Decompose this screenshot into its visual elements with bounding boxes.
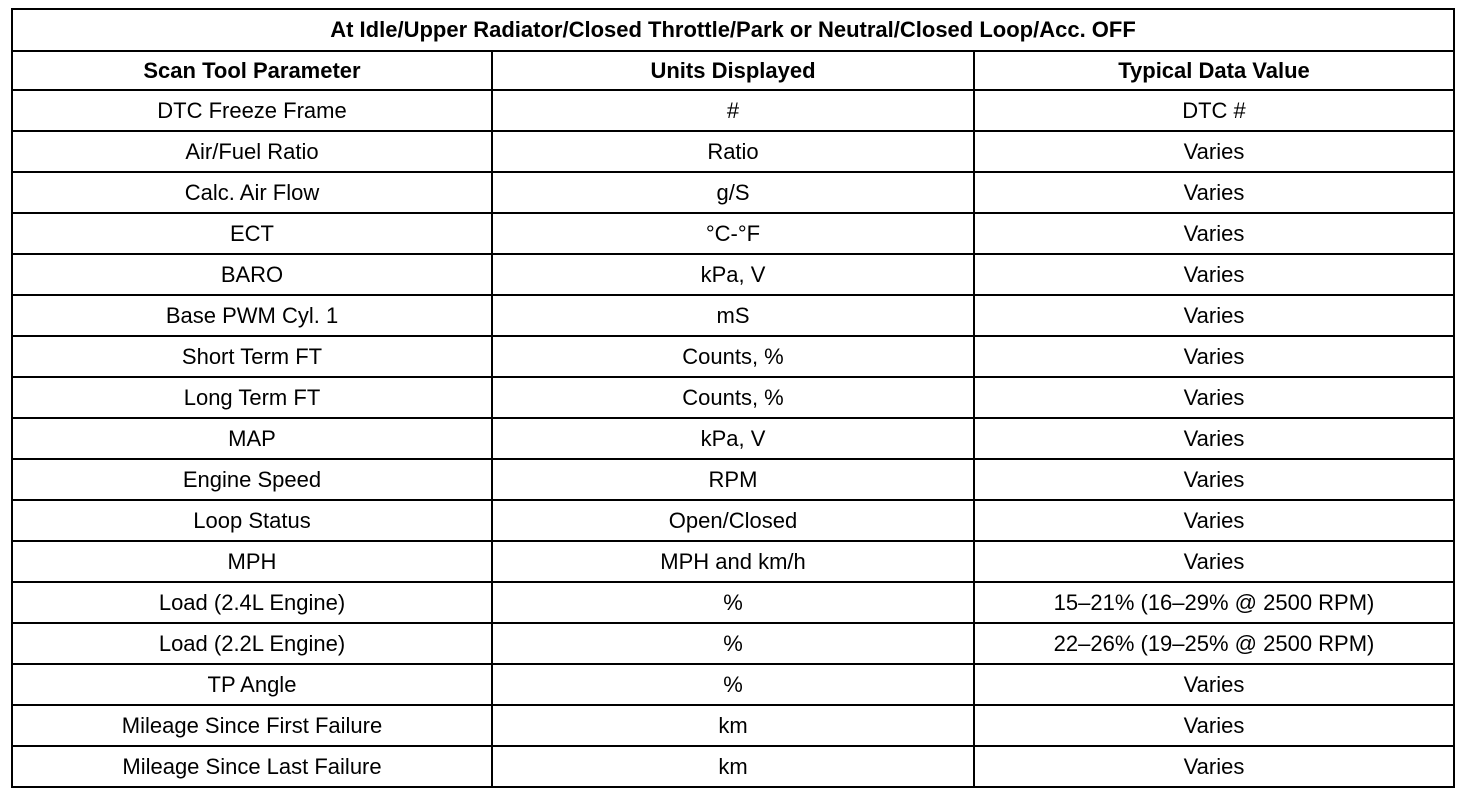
parameter-cell: BARO <box>12 254 492 295</box>
parameter-cell: Mileage Since First Failure <box>12 705 492 746</box>
parameter-cell: DTC Freeze Frame <box>12 90 492 131</box>
typical-value-cell: Varies <box>974 254 1454 295</box>
parameter-cell: TP Angle <box>12 664 492 705</box>
parameter-cell: Short Term FT <box>12 336 492 377</box>
parameter-cell: MAP <box>12 418 492 459</box>
parameter-cell: Base PWM Cyl. 1 <box>12 295 492 336</box>
table-title: At Idle/Upper Radiator/Closed Throttle/Park or Neutral/Closed Loop/Acc. OFF <box>12 9 1454 51</box>
table-row <box>12 623 1454 664</box>
units-cell: Counts, % <box>492 336 974 377</box>
typical-value-cell: Varies <box>974 172 1454 213</box>
parameter-cell: Engine Speed <box>12 459 492 500</box>
table-row <box>12 500 1454 541</box>
table-row <box>12 664 1454 705</box>
table-row <box>12 377 1454 418</box>
parameter-cell: Calc. Air Flow <box>12 172 492 213</box>
parameter-cell: ECT <box>12 213 492 254</box>
table-row <box>12 459 1454 500</box>
typical-value-cell: Varies <box>974 377 1454 418</box>
table-row <box>12 336 1454 377</box>
table-row <box>12 582 1454 623</box>
scan-tool-data-table <box>11 8 1455 788</box>
units-cell: % <box>492 623 974 664</box>
header-scan-tool-parameter: Scan Tool Parameter <box>12 51 492 90</box>
units-cell: °C-°F <box>492 213 974 254</box>
units-cell: MPH and km/h <box>492 541 974 582</box>
units-cell: Open/Closed <box>492 500 974 541</box>
typical-value-cell: 15–21% (16–29% @ 2500 RPM) <box>974 582 1454 623</box>
typical-value-cell: DTC # <box>974 90 1454 131</box>
units-cell: Ratio <box>492 131 974 172</box>
units-cell: % <box>492 582 974 623</box>
table-row <box>12 705 1454 746</box>
table-row <box>12 418 1454 459</box>
table-row <box>12 295 1454 336</box>
table-row <box>12 172 1454 213</box>
units-cell: g/S <box>492 172 974 213</box>
typical-value-cell: Varies <box>974 418 1454 459</box>
typical-value-cell: Varies <box>974 705 1454 746</box>
parameter-cell: Air/Fuel Ratio <box>12 131 492 172</box>
units-cell: # <box>492 90 974 131</box>
parameter-cell: Loop Status <box>12 500 492 541</box>
table-row <box>12 746 1454 787</box>
typical-value-cell: Varies <box>974 746 1454 787</box>
units-cell: km <box>492 746 974 787</box>
table-row <box>12 90 1454 131</box>
table-row <box>12 254 1454 295</box>
header-units-displayed: Units Displayed <box>492 51 974 90</box>
units-cell: km <box>492 705 974 746</box>
units-cell: RPM <box>492 459 974 500</box>
table-row <box>12 541 1454 582</box>
typical-value-cell: Varies <box>974 295 1454 336</box>
parameter-cell: MPH <box>12 541 492 582</box>
parameter-cell: Load (2.2L Engine) <box>12 623 492 664</box>
parameter-cell: Load (2.4L Engine) <box>12 582 492 623</box>
table-row <box>12 131 1454 172</box>
typical-value-cell: Varies <box>974 213 1454 254</box>
units-cell: kPa, V <box>492 254 974 295</box>
typical-value-cell: Varies <box>974 459 1454 500</box>
typical-value-cell: Varies <box>974 500 1454 541</box>
typical-value-cell: Varies <box>974 131 1454 172</box>
typical-value-cell: Varies <box>974 541 1454 582</box>
header-typical-data-value: Typical Data Value <box>974 51 1454 90</box>
table-row <box>12 213 1454 254</box>
parameter-cell: Long Term FT <box>12 377 492 418</box>
units-cell: Counts, % <box>492 377 974 418</box>
table-header-row <box>12 51 1454 90</box>
typical-value-cell: Varies <box>974 664 1454 705</box>
units-cell: % <box>492 664 974 705</box>
typical-value-cell: Varies <box>974 336 1454 377</box>
units-cell: mS <box>492 295 974 336</box>
typical-value-cell: 22–26% (19–25% @ 2500 RPM) <box>974 623 1454 664</box>
table-title-row <box>12 9 1454 51</box>
units-cell: kPa, V <box>492 418 974 459</box>
parameter-cell: Mileage Since Last Failure <box>12 746 492 787</box>
table-body <box>12 90 1454 787</box>
